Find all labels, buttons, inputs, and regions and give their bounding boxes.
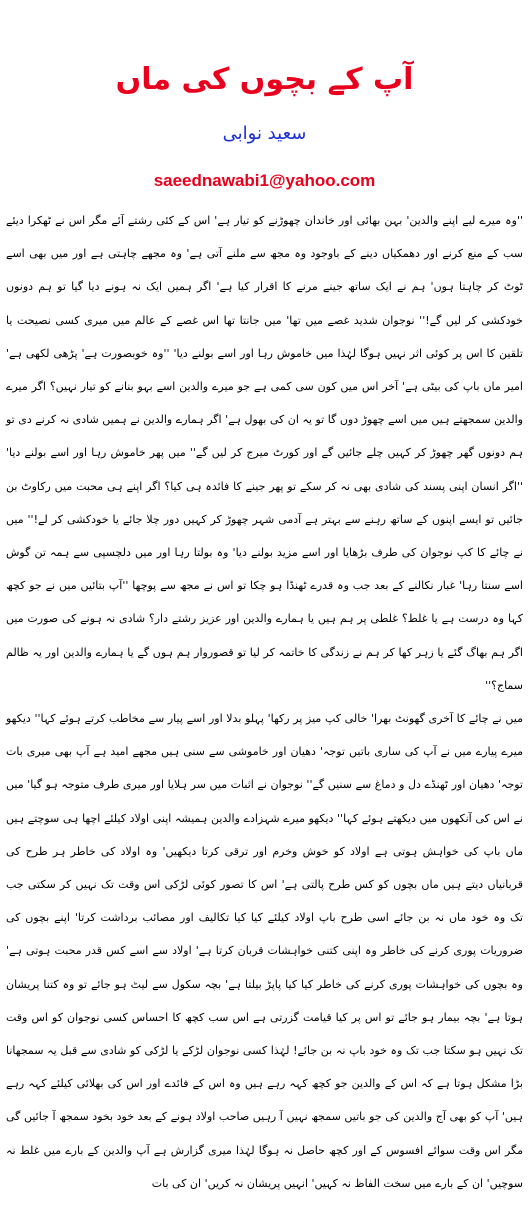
article-paragraph-2: میں نے چائے کا آخری گھونٹ بھرا' خالی کپ میز پر رکھا' پہلو بدلا اور اسے پیار سے مخاطب کرتے ہوئے کہا'' دیکھو میرے پیارے میں نے آپ کی ساری باتیں توجہ' دھیان اور خاموشی سے سنی ہیں مجھے امید ہے آپ بھی میری بات توجہ' دھیان اور ٹھنڈے دل و دماغ سے سنیں گے'' نوجوان نے اثبات میں سر ہلایا اور میری طرف متوجہ ہو گیا' میں نے اس کی آنکھوں میں دیکھتے ہوئے کہا'' دیکھو میرے شہزادے والدین ہمیشہ اپنی اولاد کیلئے اچھا ہی سوچتے ہیں ماں باپ کی خواہش ہوتی ہے اولاد کو خوش وخرم اور ترقی کرتا دیکھیں' وہ اولاد کی خاطر ہر طرح کی قربانیاں دیتے ہیں ماں بچوں کو کس طرح پالتی ہے' اس کا تصور کوئی لڑکی اس وقت تک نہیں کر سکتی جب تک وہ خود ماں نہ بن جائے اسی طرح باپ اولاد کیلئے کیا کیا تکالیف اور مصائب برداشت کرتا' اپنے بچوں کی ضروریات پوری کرنے کی خاطر وہ اپنی کتنی خواہشات قربان کرتا ہے' اولاد سے اسے کس قدر محبت ہوتی ہے' وہ بچوں کی خواہشات پوری کرنے کی خاطر کیا کیا پاپڑ بیلتا ہے' بچہ سکول سے لیٹ ہو جائے تو وہ کتنا پریشان ہوتا ہے' بچہ بیمار ہو جائے تو اس پر کیا قیامت گزرتی ہے اس سب کچھ کا احساس کسی نوجوان کو اس وقت تک نہیں ہو سکتا جب تک وہ خود باپ نہ بن جائے! لہٰذا کسی نوجوان لڑکے یا لڑکی کو شادی سے قبل یہ سمجھانا بڑا مشکل ہوتا ہے کہ اس کے والدین جو کچھ کہہ رہے ہیں وہ اس کے فائدے اور اس کی بھلائی کیلئے کہہ رہے ہیں' آپ کو بھی آج والدین کی جو باتیں سمجھ نہیں آ رہیں صاحب اولاد ہونے کے بعد خود بخود سمجھ آ جائیں گی مگر اس وقت سوائے افسوس کے اور کچھ حاصل نہ ہوگا لہٰذا میری گزارش ہے آپ والدین کے بارے میں غلط نہ سوچیں' ان کے بارے میں سخت الفاظ نہ کہیں' انہیں پریشان نہ کریں' ان کی بات <box>6 712 523 1190</box>
article-body <box>6 204 523 1200</box>
author-name: سعید نوابی <box>222 123 307 144</box>
author-email[interactable]: saeednawabi1@yahoo.com <box>153 171 376 190</box>
article-title: آپ کے بچوں کی ماں <box>115 62 414 98</box>
article-paragraph-1: ''وہ میرے لیے اپنے والدین' بہن بھائی اور خاندان چھوڑنے کو تیار ہے' اس کے کئی رشتے آئے مگر اس نے ٹھکرا دیئے سب کے منع کرنے اور دھمکیاں دینے کے باوجود وہ مجھ سے ملنے آتی ہے' وہ مجھے چاہتی ہے اور میں بھی اسے ٹوٹ کر چاہتا ہوں' ہم نے ایک ساتھ جینے مرنے کا اقرار کیا ہے' اگر ہمیں ایک نہ ہونے دیا گیا تو ہم دونوں خودکشی کر لیں گے!'' نوجوان شدید غصے میں تھا' میں جانتا تھا اس غصے کے عالم میں میری کسی نصیحت یا تلقین کا اس پر کوئی اثر نہیں ہوگا لہٰذا میں خاموش رہا اور اسے بولنے دیا' ''وہ خوبصورت ہے' پڑھی لکھی ہے' امیر ماں باپ کی بیٹی ہے' آخر اس میں کون سی کمی ہے جو میرے والدین اسے بہو بنانے کو تیار نہیں؟ اگر میرے والدین سمجھتے ہیں میں اسے چھوڑ دوں گا تو یہ ان کی بھول ہے' اگر ہمارے والدین نے ہمیں شادی نہ کرنے دی تو ہم دونوں گھر چھوڑ کر کہیں چلے جائیں گے اور کورٹ میرج کر لیں گے'' میں پھر خاموش رہا اور اسے بولنے دیا' ''اگر انسان اپنی پسند کی شادی بھی نہ کر سکے تو پھر جینے کا فائدہ ہی کیا؟ اگر اپنے ہی محبت میں رکاوٹ بن جائیں تو ایسے اپنوں کے ساتھ رہنے سے بہتر ہے آدمی شہر چھوڑ کر کہیں دور چلا جائے یا خودکشی کر لے!'' میں نے چائے کا کپ نوجوان کی طرف بڑھایا اور اسے مزید بولنے دیا' وہ بولتا رہا اور میں دلچسپی سے ہمہ تن گوش اسے سنتا رہا' غبار نکالنے کے بعد جب وہ قدرے ٹھنڈا ہو چکا تو اس نے مجھ سے پوچھا ''آپ بتائیں میں نے جو کچھ کہا وہ درست ہے یا غلط؟ غلطی پر ہم ہیں یا ہمارے والدین اور عزیز رشتے دار؟ شادی نہ ہونے کی صورت میں اگر ہم بھاگ گئے یا زہر کھا کر ہم نے زندگی کا خاتمہ کر لیا تو قصوروار ہم ہوں گے یا ہمارے والدین اور یہ ظالم سماج؟'' <box>6 214 523 692</box>
